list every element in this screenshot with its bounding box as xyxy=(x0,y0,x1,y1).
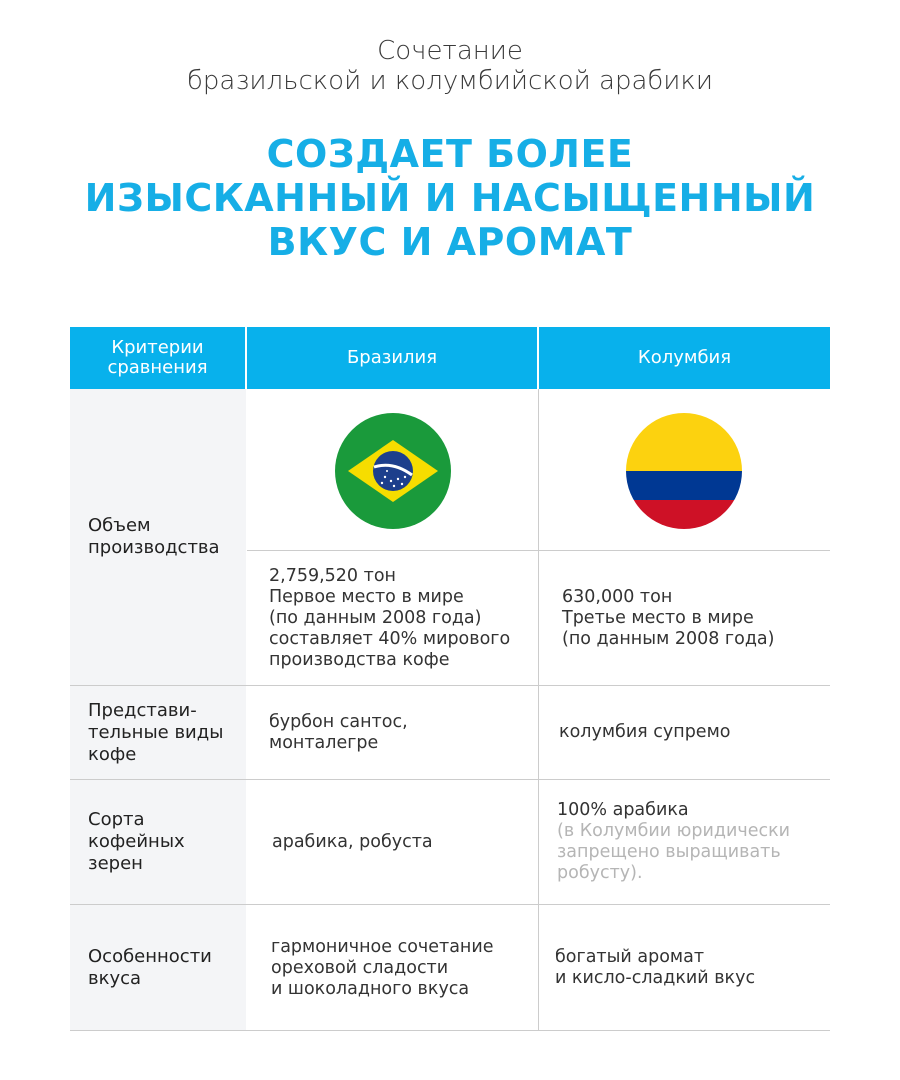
criteria-taste-line-1: Особенности xyxy=(88,946,212,967)
brazil-production-line: составляет 40% мирового xyxy=(269,628,511,649)
brazil-taste-line: ореховой сладости xyxy=(271,957,449,978)
colombia-taste-line: и кисло-сладкий вкус xyxy=(555,968,756,988)
header-criteria-line-2: сравнения xyxy=(107,357,208,378)
colombia-production-line: 630,000 тон xyxy=(562,586,673,607)
criteria-taste-line-2: вкуса xyxy=(88,968,142,989)
header-colombia: Колумбия xyxy=(539,327,830,389)
brazil-production-line: Первое место в мире xyxy=(269,586,464,607)
colombia-taste xyxy=(539,905,830,1031)
headline-line-1: СОЗДАЕТ БОЛЕЕ xyxy=(266,132,634,176)
criteria-beans-line-1: Сорта xyxy=(88,809,145,830)
criteria-taste xyxy=(70,905,246,1031)
brazil-types-line-1: бурбон сантос, xyxy=(269,711,408,732)
criteria-types xyxy=(70,686,246,779)
criteria-types-line-2: тельные виды xyxy=(88,721,224,743)
criteria-beans-line-3: зерен xyxy=(88,853,143,874)
brazil-production-line: 2,759,520 тон xyxy=(269,565,396,586)
header-criteria xyxy=(70,327,245,389)
brazil-production-line: производства кофе xyxy=(269,649,450,670)
brazil-beans xyxy=(247,780,538,904)
brazil-beans-value: арабика, робуста xyxy=(272,831,433,852)
colombia-taste-line: богатый аромат xyxy=(555,947,705,967)
headline xyxy=(0,132,900,264)
colombia-types-value: колумбия супремо xyxy=(559,722,731,742)
criteria-types-line-1: Представи- xyxy=(88,699,197,721)
colombia-types xyxy=(539,686,830,779)
colombia-production-line: (по данным 2008 года) xyxy=(562,628,775,649)
criteria-production xyxy=(70,389,246,685)
colombia-beans-note-line: запрещено выращивать xyxy=(557,842,781,862)
colombia-production-line: Третье место в мире xyxy=(562,607,754,628)
brazil-flag-icon xyxy=(335,413,451,529)
colombia-flag-icon xyxy=(626,413,742,529)
criteria-types-line-3: кофе xyxy=(88,743,137,765)
intro-line-2: бразильской и колумбийской арабики xyxy=(186,66,713,96)
brazil-taste-line: гармоничное сочетание xyxy=(271,936,494,957)
colombia-beans-note-line: робусту). xyxy=(557,863,643,883)
criteria-beans xyxy=(70,780,246,904)
brazil-production xyxy=(247,551,538,685)
criteria-beans-line-2: кофейных xyxy=(88,831,185,852)
brazil-taste-line: и шоколадного вкуса xyxy=(271,978,470,999)
colombia-production xyxy=(539,551,830,685)
criteria-production-line-2: производства xyxy=(88,537,220,558)
colombia-beans xyxy=(539,780,830,904)
intro-text xyxy=(0,36,900,96)
criteria-production-line-1: Объем xyxy=(88,515,151,536)
header-brazil: Бразилия xyxy=(247,327,537,389)
brazil-taste xyxy=(247,905,538,1031)
brazil-production-line: (по данным 2008 года) xyxy=(269,607,482,628)
header-criteria-line-1: Критерии xyxy=(111,337,204,358)
headline-line-2: ИЗЫСКАННЫЙ И НАСЫЩЕННЫЙ xyxy=(84,176,816,220)
intro-line-1: Сочетание xyxy=(377,36,523,66)
colombia-beans-note-line: (в Колумбии юридически xyxy=(557,821,791,841)
brazil-types-line-2: монталегре xyxy=(269,732,379,753)
brazil-types xyxy=(247,686,538,779)
headline-line-3: ВКУС И АРОМАТ xyxy=(267,220,633,264)
colombia-beans-main: 100% арабика xyxy=(557,800,689,820)
